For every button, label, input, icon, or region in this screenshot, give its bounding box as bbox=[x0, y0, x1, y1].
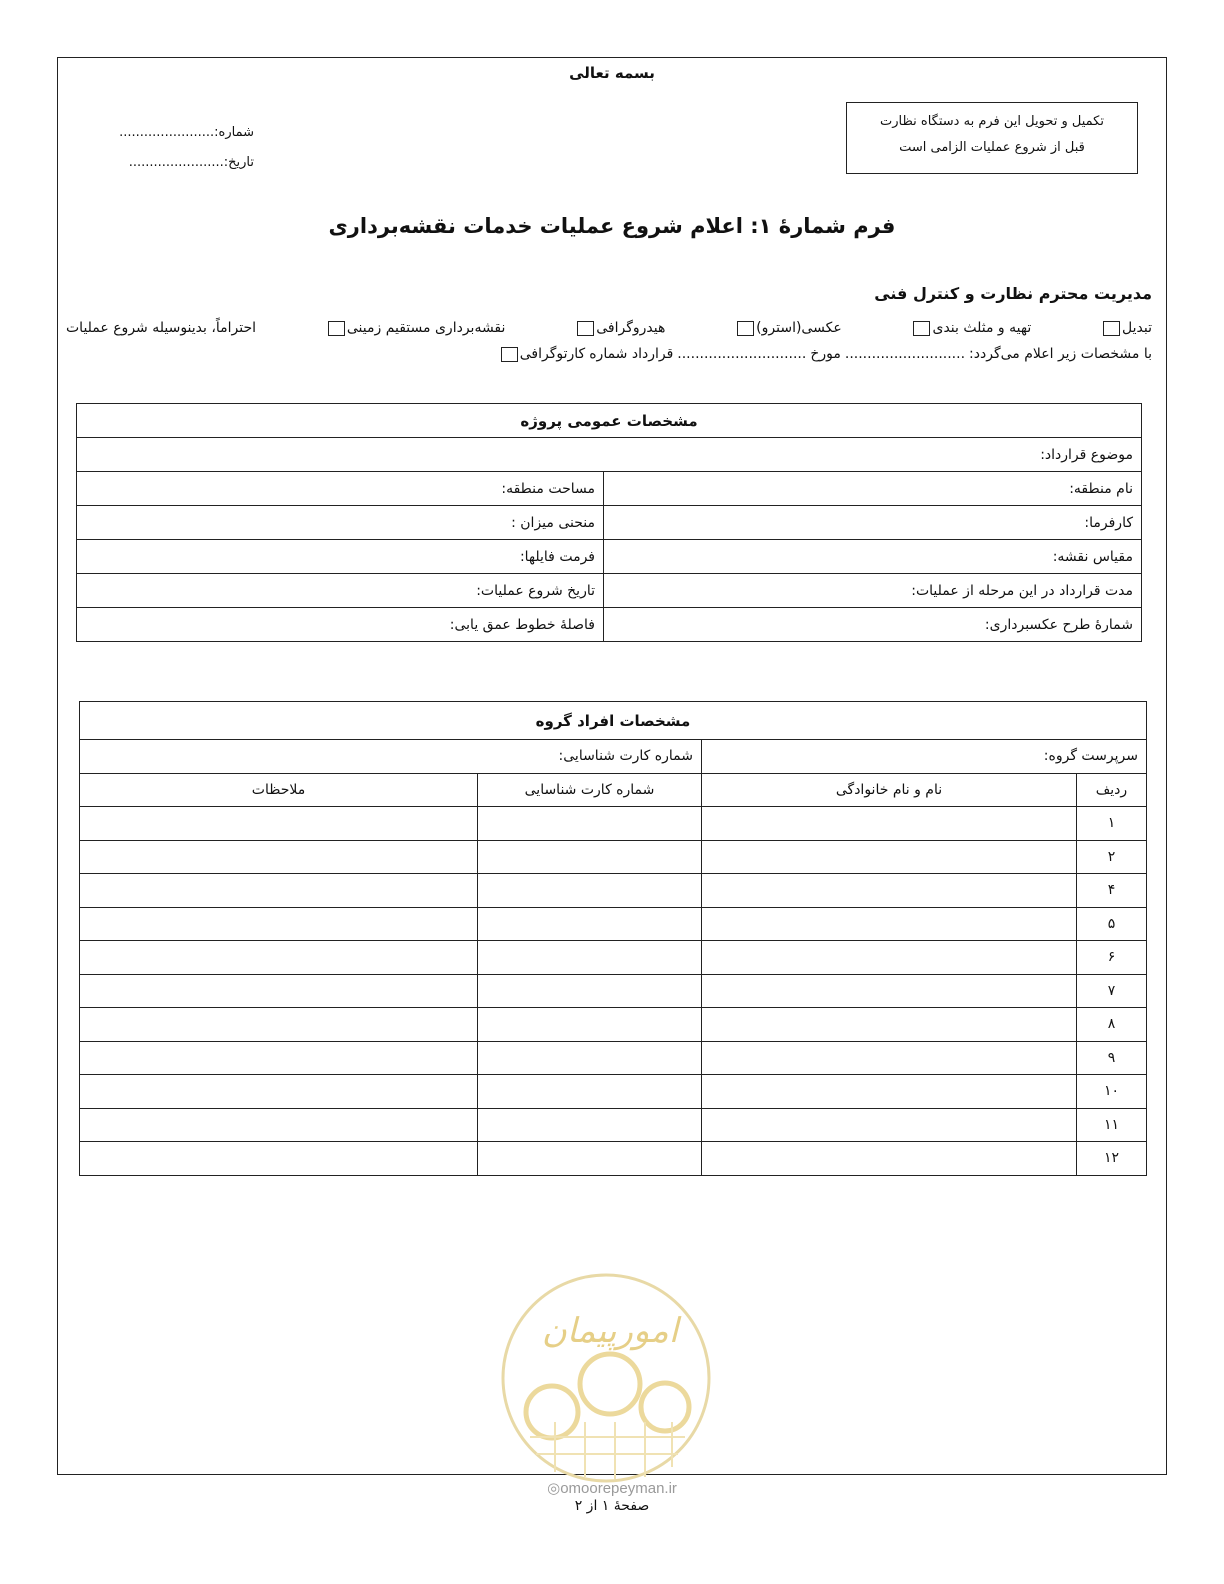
name-cell[interactable] bbox=[702, 1142, 1077, 1176]
table-row bbox=[80, 874, 1147, 908]
team-title: مشخصات افراد گروه bbox=[80, 702, 1147, 740]
number-label: شماره: bbox=[214, 125, 254, 140]
table-row bbox=[80, 1041, 1147, 1075]
notice-line-2: قبل از شروع عملیات الزامی است bbox=[899, 140, 1085, 155]
col-id-card: شماره کارت شناسایی bbox=[478, 773, 702, 807]
contract-line bbox=[501, 346, 1152, 362]
remarks-cell[interactable] bbox=[80, 1075, 478, 1109]
option-label: نقشه‌برداری مستقیم زمینی bbox=[346, 320, 506, 336]
row-number: ۱۰ bbox=[1077, 1075, 1147, 1109]
number-dots: ....................... bbox=[119, 125, 215, 140]
watermark-logo-script: امورپیمان bbox=[541, 1311, 679, 1351]
remarks-cell[interactable] bbox=[80, 941, 478, 975]
option-label: عکسی(استرو) bbox=[756, 320, 842, 336]
option-ground-survey[interactable] bbox=[328, 320, 506, 336]
form-title: فرم شمارهٔ ۱: اعلام شروع عملیات خدمات نقشه‌برداری bbox=[328, 214, 896, 238]
id-cell[interactable] bbox=[478, 1041, 702, 1075]
number-field[interactable] bbox=[64, 125, 254, 140]
checkbox[interactable] bbox=[577, 321, 594, 336]
remarks-cell[interactable] bbox=[80, 974, 478, 1008]
watermark-logo bbox=[500, 1272, 712, 1484]
sounding-line-spacing-field[interactable]: فاصلهٔ خطوط عمق یابی: bbox=[77, 608, 604, 642]
id-cell[interactable] bbox=[478, 1075, 702, 1109]
general-info-table bbox=[76, 403, 1142, 642]
option-label: کارتوگرافی bbox=[519, 346, 586, 362]
name-cell[interactable] bbox=[702, 1041, 1077, 1075]
date-label: تاریخ: bbox=[223, 155, 254, 170]
table-row bbox=[80, 807, 1147, 841]
name-cell[interactable] bbox=[702, 840, 1077, 874]
supervisor-id-field[interactable]: شماره کارت شناسایی: bbox=[80, 740, 702, 774]
file-format-field[interactable]: فرمت فایلها: bbox=[77, 540, 604, 574]
remarks-cell[interactable] bbox=[80, 874, 478, 908]
map-scale-field[interactable]: مقیاس نقشه: bbox=[604, 540, 1142, 574]
name-cell[interactable] bbox=[702, 941, 1077, 975]
contract-number-dots[interactable]: ............................. bbox=[677, 346, 807, 362]
row-number: ۲ bbox=[1077, 840, 1147, 874]
table-row bbox=[80, 974, 1147, 1008]
employer-field[interactable]: کارفرما: bbox=[604, 506, 1142, 540]
checkbox[interactable] bbox=[1103, 321, 1120, 336]
table-row bbox=[80, 840, 1147, 874]
table-row bbox=[80, 1075, 1147, 1109]
name-cell[interactable] bbox=[702, 974, 1077, 1008]
date-field[interactable] bbox=[64, 155, 254, 170]
name-cell[interactable] bbox=[702, 1075, 1077, 1109]
remarks-cell[interactable] bbox=[80, 1142, 478, 1176]
remarks-cell[interactable] bbox=[80, 1108, 478, 1142]
start-date-field[interactable]: تاریخ شروع عملیات: bbox=[77, 574, 604, 608]
watermark-site-text: omoorepeyman.ir bbox=[560, 1480, 677, 1497]
col-full-name: نام و نام خانوادگی bbox=[702, 773, 1077, 807]
remarks-cell[interactable] bbox=[80, 907, 478, 941]
table-row bbox=[80, 907, 1147, 941]
id-cell[interactable] bbox=[478, 1008, 702, 1042]
option-hydrography[interactable] bbox=[577, 320, 665, 336]
contract-number-label: قرارداد شماره bbox=[589, 346, 674, 362]
contract-date-label: مورخ bbox=[810, 346, 841, 362]
option-cartography[interactable] bbox=[501, 346, 585, 362]
row-number: ۴ bbox=[1077, 874, 1147, 908]
id-cell[interactable] bbox=[478, 907, 702, 941]
col-row-number: ردیف bbox=[1077, 773, 1147, 807]
photo-plan-number-field[interactable]: شمارهٔ طرح عکسبرداری: bbox=[604, 608, 1142, 642]
table-row bbox=[80, 1008, 1147, 1042]
row-number: ۹ bbox=[1077, 1041, 1147, 1075]
id-cell[interactable] bbox=[478, 1108, 702, 1142]
name-cell[interactable] bbox=[702, 1108, 1077, 1142]
table-row bbox=[80, 941, 1147, 975]
contract-subject-field[interactable]: موضوع قرارداد: bbox=[77, 438, 1142, 472]
page-number: صفحهٔ ۱ از ۲ bbox=[574, 1498, 650, 1514]
row-number: ۱۱ bbox=[1077, 1108, 1147, 1142]
team-column-headers bbox=[80, 773, 1147, 807]
id-cell[interactable] bbox=[478, 874, 702, 908]
team-supervisor-field[interactable]: سرپرست گروه: bbox=[702, 740, 1147, 774]
option-label: تهیه و مثلث بندی bbox=[932, 320, 1032, 336]
general-info-title: مشخصات عمومی پروژه bbox=[77, 404, 1142, 438]
id-cell[interactable] bbox=[478, 807, 702, 841]
operation-options-row bbox=[66, 314, 1152, 342]
region-area-field[interactable]: مساحت منطقه: bbox=[77, 472, 604, 506]
remarks-cell[interactable] bbox=[80, 1008, 478, 1042]
basmala: بسمه تعالی bbox=[569, 64, 655, 82]
option-triangulation[interactable] bbox=[913, 320, 1031, 336]
checkbox[interactable] bbox=[501, 347, 518, 362]
name-cell[interactable] bbox=[702, 907, 1077, 941]
name-cell[interactable] bbox=[702, 807, 1077, 841]
col-remarks: ملاحظات bbox=[80, 773, 478, 807]
row-number: ۵ bbox=[1077, 907, 1147, 941]
notice-line-1: تکمیل و تحویل این فرم به دستگاه نظارت bbox=[880, 114, 1104, 129]
id-cell[interactable] bbox=[478, 974, 702, 1008]
row-number: ۱ bbox=[1077, 807, 1147, 841]
remarks-cell[interactable] bbox=[80, 840, 478, 874]
name-cell[interactable] bbox=[702, 874, 1077, 908]
row-number: ۸ bbox=[1077, 1008, 1147, 1042]
remarks-cell[interactable] bbox=[80, 1041, 478, 1075]
checkbox[interactable] bbox=[737, 321, 754, 336]
row-number: ۶ bbox=[1077, 941, 1147, 975]
contour-interval-field[interactable]: منحنی میزان : bbox=[77, 506, 604, 540]
id-cell[interactable] bbox=[478, 1142, 702, 1176]
region-name-field[interactable]: نام منطقه: bbox=[604, 472, 1142, 506]
checkbox[interactable] bbox=[913, 321, 930, 336]
table-row bbox=[80, 1108, 1147, 1142]
option-photogrammetry[interactable] bbox=[737, 320, 842, 336]
name-cell[interactable] bbox=[702, 1008, 1077, 1042]
remarks-cell[interactable] bbox=[80, 807, 478, 841]
row-number: ۷ bbox=[1077, 974, 1147, 1008]
option-label: هیدروگرافی bbox=[596, 320, 666, 336]
table-row bbox=[80, 1142, 1147, 1176]
option-conversion[interactable] bbox=[1103, 320, 1152, 336]
notice-box bbox=[846, 102, 1138, 174]
id-cell[interactable] bbox=[478, 840, 702, 874]
id-cell[interactable] bbox=[478, 941, 702, 975]
contract-tail: با مشخصات زیر اعلام می‌گردد: bbox=[969, 346, 1152, 362]
option-label: تبدیل bbox=[1122, 320, 1152, 336]
team-table bbox=[79, 701, 1147, 1176]
addressee: مدیریت محترم نظارت و کنترل فنی bbox=[874, 284, 1152, 303]
date-dots: ....................... bbox=[128, 155, 224, 170]
contract-duration-field[interactable]: مدت قرارداد در این مرحله از عملیات: bbox=[604, 574, 1142, 608]
intro-text: احتراماً، بدینوسیله شروع عملیات bbox=[66, 320, 257, 336]
contract-date-dots[interactable]: ........................... bbox=[844, 346, 966, 362]
row-number: ۱۲ bbox=[1077, 1142, 1147, 1176]
watermark-site: ◎omoorepeyman.ir bbox=[547, 1480, 677, 1497]
checkbox[interactable] bbox=[328, 321, 345, 336]
